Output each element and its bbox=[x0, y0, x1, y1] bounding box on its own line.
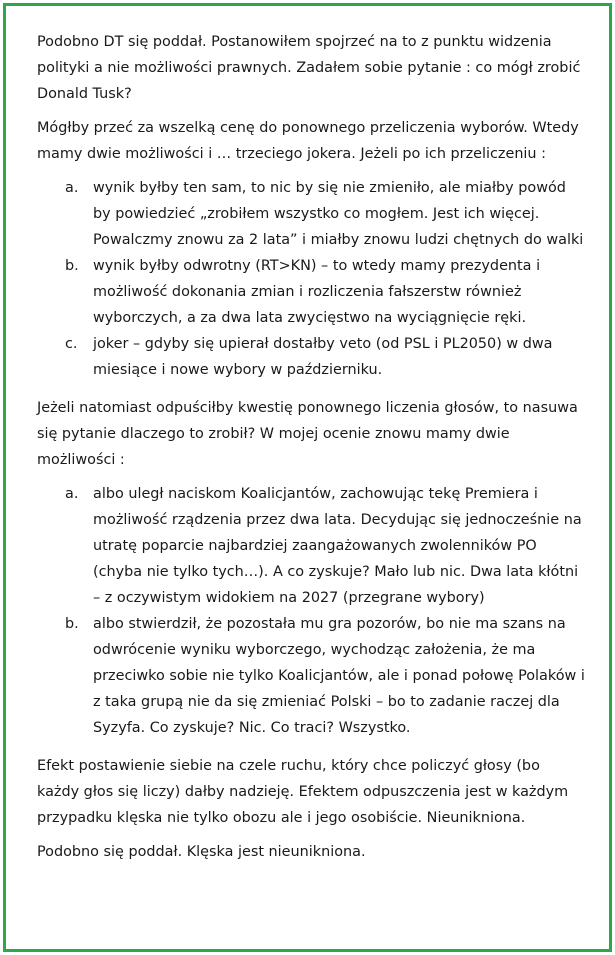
document-body bbox=[37, 29, 585, 873]
list-item bbox=[37, 175, 585, 253]
list-item-text: albo uległ naciskom Koalicjantów, zachowując tekę Premiera i możliwość rządzenia przez dwa lata. Decydując się jednocześnie na utratę poparcie najbardziej zaangażowanych zwolenników PO (chyba nie tylko tych…). A co zyskuje? Mało lub nic. Dwa lata kłótni – z oczywistym widokiem na 2027 (przegrane wybory) bbox=[93, 486, 582, 606]
list-item-text: wynik byłby odwrotny (RT>KN) – to wtedy mamy prezydenta i możliwość dokonania zmian i rozliczenia fałszerstw również wyborczych, a za dwa lata zwycięstwo na wyciągnięcie ręki. bbox=[93, 258, 541, 326]
paragraph-no-recount: Jeżeli natomiast odpuściłby kwestię ponownego liczenia głosów, to nasuwa się pytanie dlaczego to zrobił? W mojej ocenie znowu mamy dwie możliwości : bbox=[37, 400, 578, 468]
paragraph-intro: Podobno DT się poddał. Postanowiłem spojrzeć na to z punktu widzenia polityki a nie możliwości prawnych. Zadałem sobie pytanie : co mógł zrobić Donald Tusk? bbox=[37, 34, 581, 102]
list-no-recount-reasons bbox=[37, 481, 585, 741]
list-item-text: wynik byłby ten sam, to nic by się nie zmieniło, ale miałby powód by powiedzieć „zrobiłem wszystko co mogłem. Jest ich więcej. Powalczmy znowu za 2 lata” i miałby znowu ludzi chętnych do walki bbox=[93, 180, 584, 248]
document-frame bbox=[3, 3, 612, 952]
paragraph-recount: Mógłby przeć za wszelką cenę do ponownego przeliczenia wyborów. Wtedy mamy dwie możliwości i … trzeciego jokera. Jeżeli po ich przeliczeniu : bbox=[37, 120, 579, 162]
list-marker: c. bbox=[65, 336, 78, 352]
list-item bbox=[37, 331, 585, 383]
list-marker: b. bbox=[65, 616, 79, 632]
paragraph-effect: Efekt postawienie siebie na czele ruchu, który chce policzyć głosy (bo każdy głos się liczy) dałby nadzieję. Efektem odpuszczenia jest w każdym przypadku klęska nie tylko obozu ale i jego osobiście. Nieunikniona. bbox=[37, 758, 569, 826]
list-marker: b. bbox=[65, 258, 79, 274]
list-item bbox=[37, 611, 585, 741]
list-recount-outcomes bbox=[37, 175, 585, 383]
list-item-text: joker – gdyby się upierał dostałby veto (od PSL i PL2050) w dwa miesiące i nowe wybory w październiku. bbox=[93, 336, 553, 378]
list-marker: a. bbox=[65, 486, 79, 502]
list-marker: a. bbox=[65, 180, 79, 196]
paragraph-conclusion: Podobno się poddał. Klęska jest nieunikniona. bbox=[37, 844, 366, 860]
list-item bbox=[37, 481, 585, 611]
list-item-text: albo stwierdził, że pozostała mu gra pozorów, bo nie ma szans na odwrócenie wyniku wyborczego, wychodząc założenia, że ma przeciwko sobie nie tylko Koalicjantów, ale i ponad połowę Polaków i z taka grupą nie da się zmieniać Polski – bo to zadanie raczej dla Syzyfa. Co zyskuje? Nic. Co traci? Wszystko. bbox=[93, 616, 585, 736]
list-item bbox=[37, 253, 585, 331]
